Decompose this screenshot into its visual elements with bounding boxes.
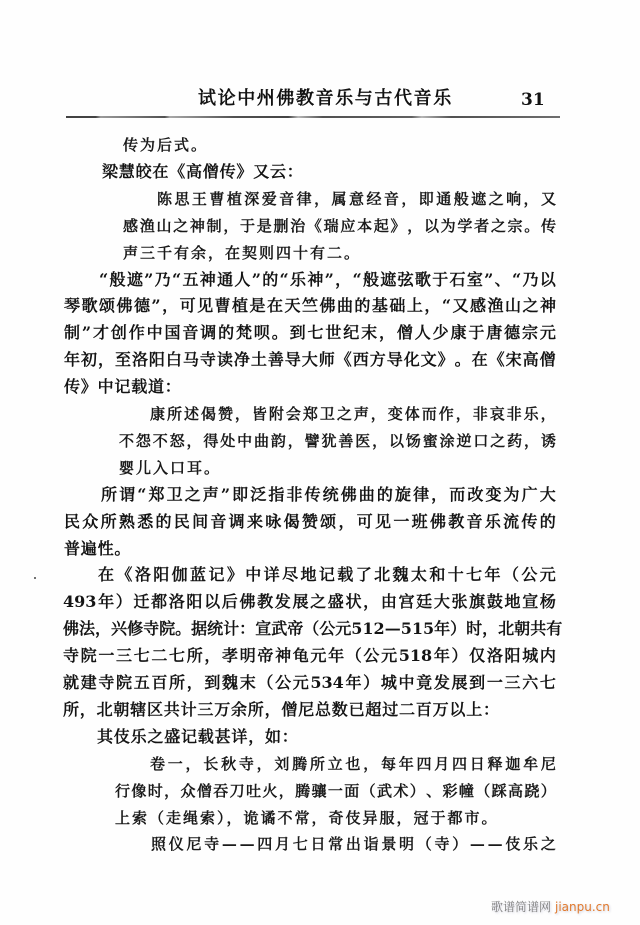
body-line: 在 《 洛 阳 伽 蓝 记 》 中 详 尽 地 记 载 了 北 魏 太 和 十 七 年 （ 公 元 [98, 565, 556, 584]
body-line: “ 般 遮 ” 乃 “ 五 神 通 人 ” 的 “ 乐 神 ” ， “ 般 遮 弦 歌 于 石 室 ” 、 “ 乃 以 [99, 270, 556, 289]
body-line: 琴 歌 颂 佛 德 ” ， 可 见 曹 植 是 在 天 竺 佛 曲 的 基 础 上 ， “ 又 感 渔 山 之 神 [64, 296, 556, 315]
quote-line: 声三千有余，在契则四十有二。 [123, 244, 362, 262]
page-number: 31 [521, 90, 545, 110]
quote-line: 婴儿入口耳。 [119, 459, 222, 477]
watermark-site-name: 歌谱简谱网 [491, 900, 552, 914]
body-line: 传》中记载道： [64, 377, 182, 396]
body-line: 民 众 所 熟 悉 的 民 间 音 调 来 咏 偈 赞 颂 ， 可 见 一 班 佛 教 音 乐 流 传 的 [64, 512, 556, 531]
watermark-domain: jianpu.cn [555, 900, 610, 914]
body-line: 寺 院 一 三 七 二 七 所 ， 孝 明 帝 神 龟 元 年 （ 公 元 518 年 ） 仅 洛 阳 城 内 [63, 646, 556, 665]
body-line: 所，北朝辖区共计三万余所，僧尼总数已超过二百万以上： [63, 700, 500, 719]
quote-line: 上索（走绳索），诡谲不常，奇伎异服，冠于都市。 [115, 809, 499, 827]
body-line: 493 年 ） 迁 都 洛 阳 以 后 佛 教 发 展 之 盛 状 ， 由 宫 廷 大 张 旗 鼓 地 宣 杨 [63, 592, 556, 611]
body-line: 年 初 ， 至 洛 阳 白 马 寺 读 净 土 善 导 大 师 《 西 方 导 化 文 》 。 在 《 宋 高 僧 [64, 350, 556, 369]
quote-line: 卷 一 ， 长 秋 寺 ， 刘 腾 所 立 也 ， 每 年 四 月 四 日 释 迦 牟 尼 [150, 755, 556, 773]
body-line: 其伎乐之盛记载甚详，如： [97, 727, 299, 746]
header-rule [66, 116, 560, 118]
site-watermark [491, 900, 610, 914]
quote-line: 陈 思 王 曹 植 深 爱 音 律 ， 属 意 经 音 ， 即 通 般 遮 之 响 ， 又 [157, 190, 556, 208]
body-line: 佛 法 ， 兴 修 寺 院 。 据 统 计 ： 宣 武 帝 （ 公 元 512 — 515 年 ） 时 ， 北 朝 共 有 [63, 619, 563, 638]
body-line: 所 谓 “ 郑 卫 之 声 ” 即 泛 指 非 传 统 佛 曲 的 旋 律 ， 而 改 变 为 广 大 [101, 485, 556, 504]
quote-line: 行 像 时 ， 众 僧 吞 刀 吐 火 ， 腾 骧 一 面 （ 武 术 ） 、 彩 幢 （ 踩 高 跷 ） [115, 782, 556, 800]
quote-line: 感 渔 山 之 神 制 ， 于 是 删 治 《 瑞 应 本 起 》 ， 以 为 学 者 之 宗 。 传 [123, 217, 556, 235]
quote-line: 照 仪 尼 寺 — — 四 月 七 日 常 出 诣 景 明 （ 寺 ） — — 伎 乐 之 [151, 835, 556, 853]
body-line: 梁慧皎在《高僧传》又云： [102, 162, 304, 181]
running-header-title: 试论中州佛教音乐与古代音乐 [198, 88, 453, 109]
quote-line: 康 所 述 偈 赞 ， 皆 附 会 郑 卫 之 声 ， 变 体 而 作 ， 非 哀 非 乐 ， [150, 405, 556, 423]
body-line: 就 建 寺 院 五 百 所 ， 到 魏 末 （ 公 元 534 年 ） 城 中 竟 发 展 到 一 三 六 七 [63, 673, 556, 692]
body-line: 普遍性。 [64, 539, 132, 558]
body-line: 制 ” 才 创 作 中 国 音 调 的 梵 呗 。 到 七 世 纪 末 ， 僧 人 少 康 于 唐 德 宗 元 [64, 323, 556, 342]
quote-line: 不 怨 不 怒 ， 得 处 中 曲 韵 ， 譬 犹 善 医 ， 以 饧 蜜 涂 逆 口 之 药 ， 诱 [119, 432, 556, 450]
quote-line: 传为后式。 [123, 136, 209, 154]
scan-speck [34, 577, 36, 579]
